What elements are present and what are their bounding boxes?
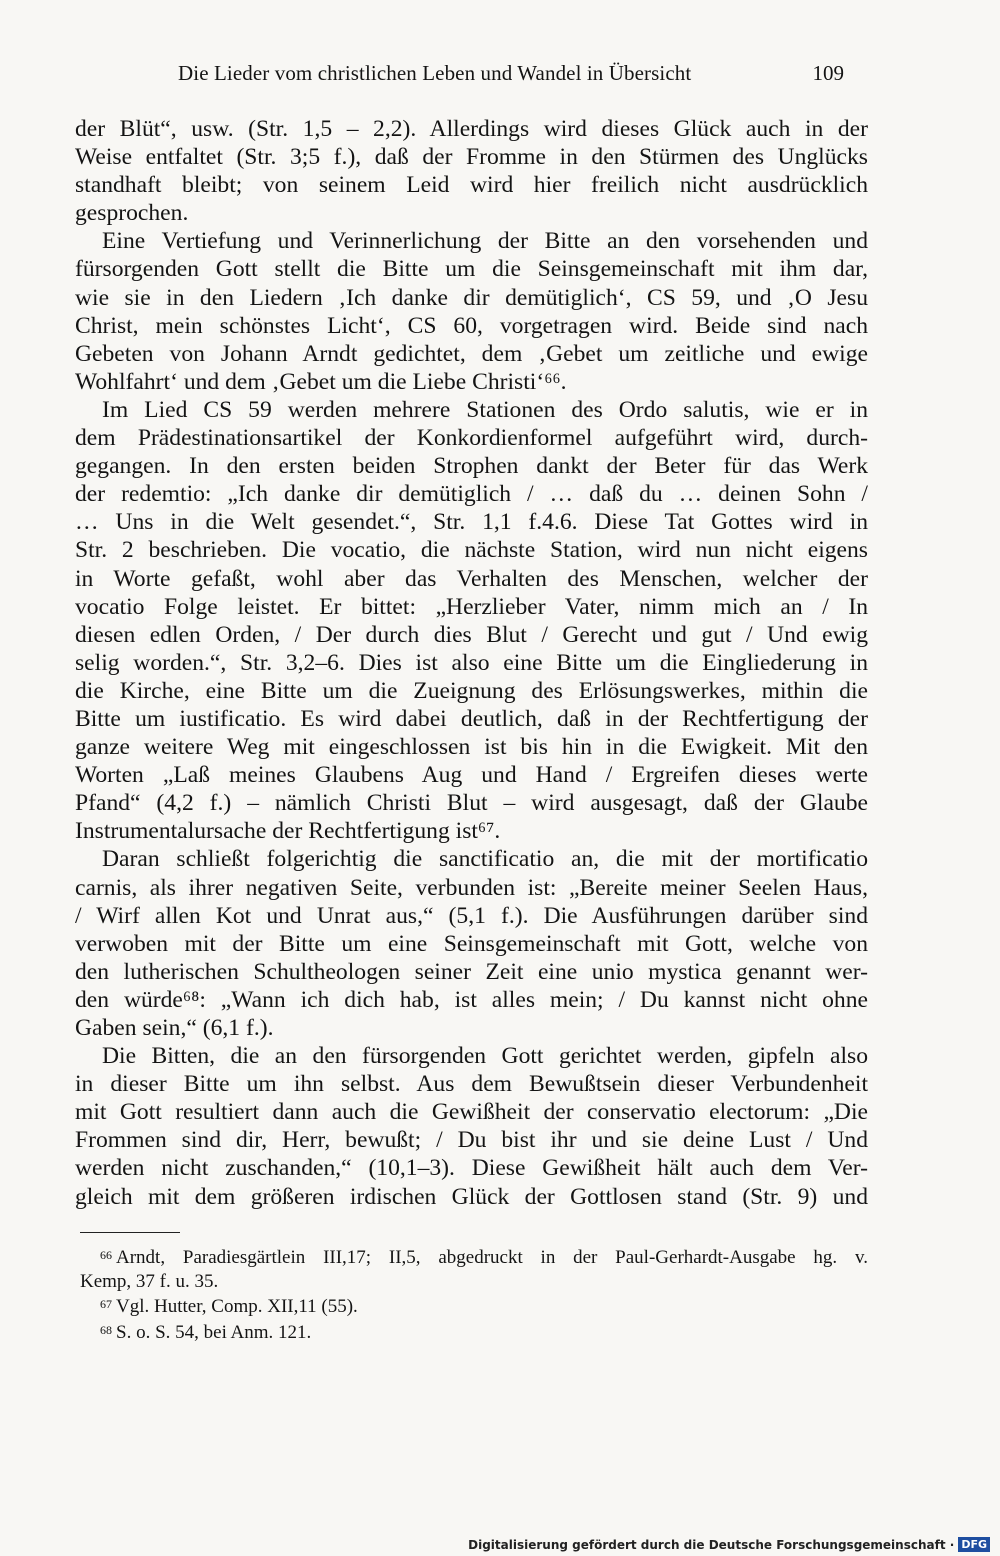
footnote-marker: 66: [100, 1248, 112, 1262]
text-line: in Worte gefaßt, wohl aber das Verhalten des Menschen, welcher der: [75, 565, 868, 592]
text-line: selig worden.“, Str. 3,2–6. Dies ist also eine Bitte um die Eingliederung in: [75, 649, 868, 676]
footnote-text: S. o. S. 54, bei Anm. 121.: [116, 1321, 312, 1343]
text-line: Worten „Laß meines Glaubens Aug und Hand / Ergreifen dieses werte: [75, 762, 868, 789]
text-line: die Kirche, eine Bitte um die Zueignung des Erlösungswerkes, mithin die: [75, 677, 868, 704]
text-line: standhaft bleibt; von seinem Leid wird hier freilich nicht ausdrücklich: [75, 172, 868, 199]
text-line: Str. 2 beschrieben. Die vocatio, die nächste Station, wird nun nicht eigens: [75, 537, 868, 564]
text-line: gleich mit dem größeren irdischen Glück der Gottlosen stand (Str. 9) und: [75, 1183, 868, 1210]
running-head: [178, 58, 868, 88]
footnote-68: [80, 1319, 868, 1345]
text-line: dem Prädestinationsartikel der Konkordienformel aufgeführt wird, durch-: [75, 425, 868, 452]
text-line: Weise entfaltet (Str. 3;5 f.), daß der Fromme in den Stürmen des Unglücks: [75, 144, 868, 171]
text-line: gegangen. In den ersten beiden Strophen dankt der Beter für das Werk: [75, 453, 868, 480]
footnote-text: Vgl. Hutter, Comp. XII,11 (55).: [116, 1296, 358, 1317]
text-line: vocatio Folge leistet. Er bittet: „Herzlieber Vater, nimm mich an / In: [75, 593, 868, 620]
text-line: der redemtio: „Ich danke dir demütiglich / … daß du … deinen Sohn /: [75, 481, 868, 508]
text-line: … Uns in die Welt gesendet.“, Str. 1,1 f.4.6. Diese Tat Gottes wird in: [75, 509, 868, 536]
text-line: wie sie in den Liedern ‚Ich danke dir demütiglich‘, CS 59, und ‚O Jesu: [75, 284, 868, 311]
footnote-separator: [80, 1232, 180, 1233]
text-line: gesprochen.: [75, 200, 189, 227]
text-line: werden nicht zuschanden,“ (10,1–3). Diese Gewißheit hält auch dem Ver-: [75, 1155, 868, 1182]
text-line: Frommen sind dir, Herr, bewußt; / Du bist ihr und sie deine Lust / Und: [75, 1127, 868, 1154]
text-line: Gaben sein,“ (6,1 f.).: [75, 1015, 274, 1041]
footnote-66: [80, 1244, 868, 1270]
text-line: Eine Vertiefung und Verinnerlichung der Bitte an den vorsehenden und: [102, 228, 868, 255]
text-line: den würde⁶⁸: „Wann ich dich hab, ist alles mein; / Du kannst nicht ohne: [75, 986, 868, 1013]
footnotes: [80, 1244, 868, 1344]
dfg-logo-icon: DFG: [958, 1537, 990, 1552]
page-number: 109: [812, 61, 844, 85]
text-line: den lutherischen Schultheologen seiner Zeit eine unio mystica genannt wer-: [75, 958, 868, 985]
text-line: der Blüt“, usw. (Str. 1,5 – 2,2). Allerdings wird dieses Glück auch in der: [75, 116, 868, 142]
text-line: Pfand“ (4,2 f.) – nämlich Christi Blut – wird ausgesagt, daß der Glaube: [75, 790, 868, 817]
footnote-marker: 68: [100, 1322, 112, 1337]
footnote-67: [80, 1293, 868, 1319]
text-line: fürsorgenden Gott stellt die Bitte um die Seinsgemeinschaft mit ihm dar,: [75, 256, 868, 283]
text-line: ganze weitere Weg mit eingeschlossen ist bis hin in die Ewigkeit. Mit den: [75, 734, 868, 761]
text-line: Instrumentalursache der Rechtfertigung ist⁶⁷.: [75, 818, 501, 845]
digitization-credit: [468, 1537, 990, 1553]
text-line: Im Lied CS 59 werden mehrere Stationen des Ordo salutis, wie er in: [102, 396, 868, 423]
running-title: Die Lieder vom christlichen Leben und Wandel in Übersicht: [178, 61, 692, 85]
text-line: carnis, als ihrer negativen Seite, verbunden ist: „Bereite meiner Seelen Haus,: [75, 874, 868, 901]
text-line: Gebeten von Johann Arndt gedichtet, dem ‚Gebet um zeitliche und ewige: [75, 340, 868, 367]
text-line: mit Gott resultiert dann auch die Gewißheit der conservatio electorum: „Die: [75, 1099, 868, 1126]
text-line: / Wirf allen Kot und Unrat aus,“ (5,1 f.). Die Ausführungen darüber sind: [75, 902, 868, 929]
text-line: diesen edlen Orden, / Der durch dies Blut / Gerecht und gut / Und ewig: [75, 621, 868, 648]
text-line: Daran schließt folgerichtig die sanctificatio an, die mit der mortificatio: [102, 846, 868, 873]
footnote-marker: 67: [100, 1297, 112, 1311]
text-line: Wohlfahrt‘ und dem ‚Gebet um die Liebe Christi‘⁶⁶.: [75, 368, 567, 395]
text-line: verwoben mit der Bitte um eine Seinsgemeinschaft mit Gott, welche von: [75, 930, 868, 957]
footnote-text: Arndt, Paradiesgärtlein III,17; II,5, abgedruckt in der Paul-Gerhardt-Ausgabe hg. v.: [116, 1247, 868, 1268]
footnote-66-continued: Kemp, 37 f. u. 35.: [80, 1270, 219, 1292]
text-line: Bitte um iustificatio. Es wird dabei deutlich, daß in der Rechtfertigung der: [75, 705, 868, 732]
text-line: in dieser Bitte um ihn selbst. Aus dem Bewußtsein dieser Verbundenheit: [75, 1071, 868, 1098]
credit-text: Digitalisierung gefördert durch die Deutsche Forschungsgemeinschaft ·: [468, 1538, 955, 1552]
text-line: Christ, mein schönstes Licht‘, CS 60, vorgetragen wird. Beide sind nach: [75, 312, 868, 339]
body-text: [75, 115, 868, 1211]
text-line: Die Bitten, die an den fürsorgenden Gott gerichtet werden, gipfeln also: [102, 1043, 868, 1070]
